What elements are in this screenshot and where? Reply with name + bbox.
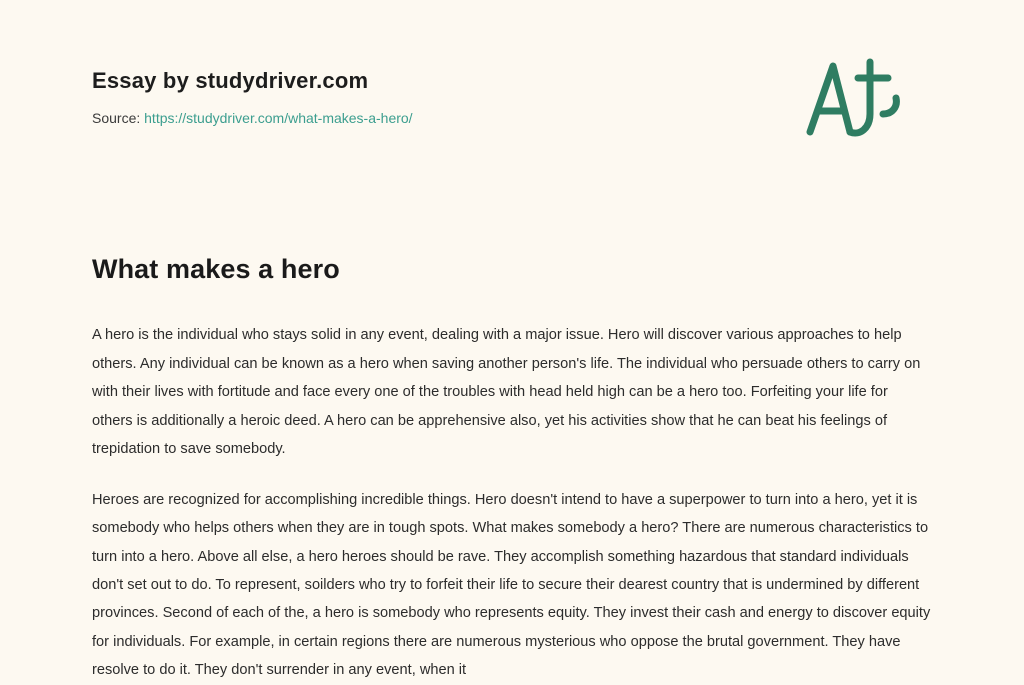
document-header: [92, 0, 932, 126]
studydriver-monogram-icon: [800, 52, 910, 148]
source-link[interactable]: https://studydriver.com/what-makes-a-hero/: [144, 110, 413, 127]
essay-byline: Essay by studydriver.com: [92, 68, 369, 93]
page-title: What makes a hero: [92, 254, 340, 285]
source-label: Source:: [92, 110, 141, 127]
body-paragraph: Heroes are recognized for accomplishing incredible things. Hero doesn't intend to have a superpower to turn into a hero, yet it is somebody who helps others when they are in tough spots. What makes somebody a hero? There are numerous characteristics to turn into a hero. Above all else, a hero heroes should be rave. They accomplish something hazardous that standard individuals don't set out to do. To represent, soilders who try to forfeit their life to secure their dearest country that is undermined by different provinces. Second of each of the, a hero is somebody who represents equity. They invest their cash and energy to discover equity for individuals. For example, in certain regions there are numerous mysterious who oppose the brutal government. They have resolve to do it. They don't surrender in any event, when it: [92, 491, 931, 679]
document-body: [92, 321, 932, 684]
body-paragraph: A hero is the individual who stays solid in any event, dealing with a major issue. Hero will discover various approaches to help others. Any individual can be known as a hero when saving another person's life. The individual who persuade others to carry on with their lives with fortitude and face every one of the troubles with head held high can be a hero too. Forfeiting your life for others is additionally a heroic deed. A hero can be apprehensive also, yet his activities show that he can beat his feelings of trepidation to save somebody.: [92, 327, 921, 458]
